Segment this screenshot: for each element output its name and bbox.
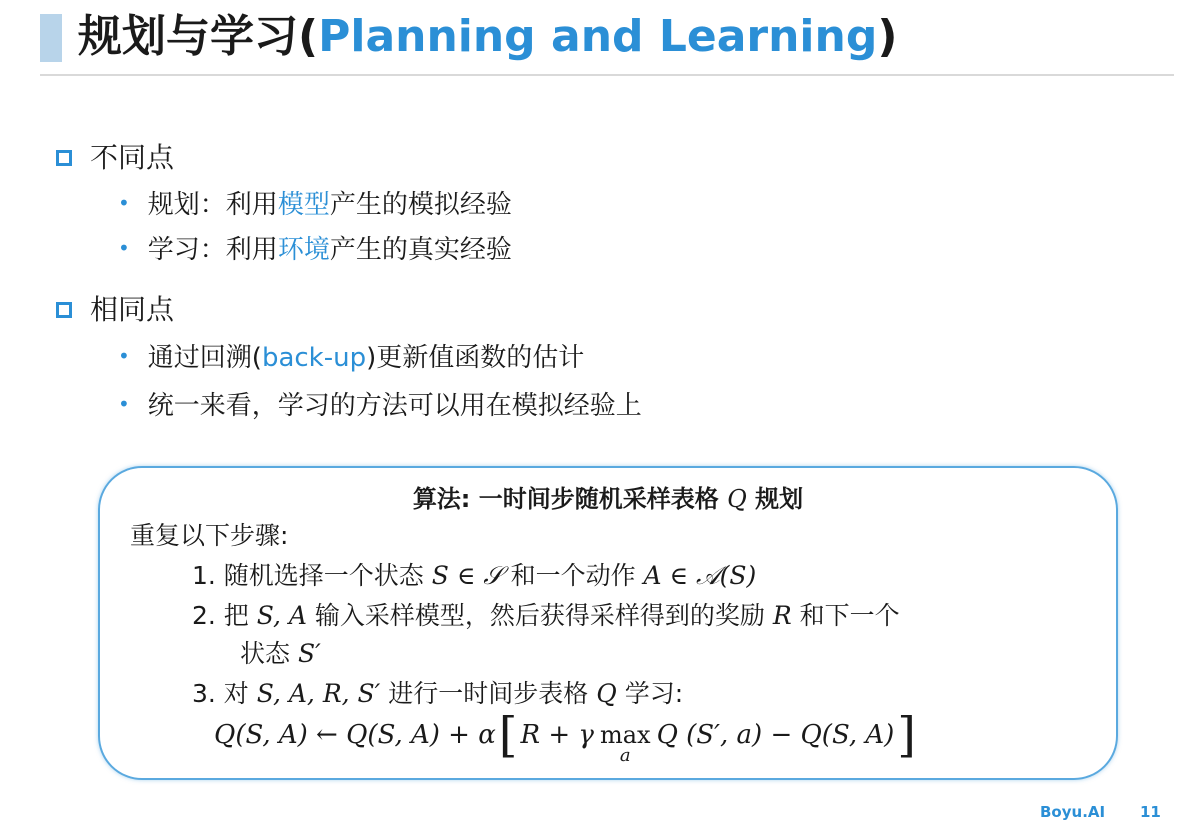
page-number: 11 — [1140, 803, 1161, 821]
bullet-highlight: back-up — [261, 343, 367, 373]
section-heading: 不同点 — [90, 141, 175, 174]
bullet-dot-icon: • — [118, 236, 130, 260]
step-text: 1. 随机选择一个状态 — [192, 561, 432, 590]
step-text: 2. 把 — [192, 601, 257, 630]
formula-inner: R + γ — [520, 720, 594, 750]
algorithm-title-text: 规划 — [746, 485, 804, 513]
step-math: S, A — [256, 601, 307, 630]
step-text: 和一个动作 — [502, 561, 644, 590]
step-math: R — [772, 601, 792, 630]
bullet-text: 统一来看，学习的方法可以用在模拟经验上 — [147, 391, 642, 421]
algorithm-title-text: 算法: 一时间步随机采样表格 — [412, 485, 728, 513]
max-operator — [600, 722, 651, 764]
step-math: S, A, R, S′ — [256, 679, 381, 708]
bullet-text: 产生的真实经验 — [329, 235, 512, 265]
bullet-text: 学习：利用 — [147, 235, 278, 265]
section-differences — [56, 140, 174, 176]
title-zh: 规划与学习( — [78, 11, 319, 62]
footer-brand: Boyu.AI — [1040, 803, 1106, 821]
bullet-highlight: 环境 — [277, 235, 330, 265]
algorithm-box — [98, 466, 1118, 780]
step-text: 输入采样模型，然后获得采样得到的奖励 — [306, 601, 773, 630]
algorithm-step-2 — [192, 600, 900, 632]
list-item — [118, 233, 512, 268]
algorithm-step-3 — [192, 678, 683, 710]
right-bracket-icon: ] — [897, 707, 917, 763]
step-text: 进行一时间步表格 — [380, 679, 597, 708]
step-text: 和下一个 — [791, 601, 900, 630]
bullet-text: )更新值函数的估计 — [366, 343, 585, 373]
step-math: S′ — [297, 639, 321, 668]
algorithm-title-q: Q — [727, 485, 747, 513]
formula-lhs: Q(S, A) ← Q(S, A) + α — [214, 720, 496, 750]
max-label: max — [599, 721, 651, 749]
list-item — [118, 188, 512, 223]
formula-inner: Q (S′, a) − Q(S, A) — [656, 720, 895, 750]
algorithm-step-2-continued — [240, 638, 321, 670]
list-item — [118, 389, 642, 424]
algorithm-repeat: 重复以下步骤: — [130, 521, 289, 550]
left-bracket-icon: [ — [498, 707, 518, 763]
bullet-highlight: 模型 — [277, 190, 330, 220]
bullet-dot-icon: • — [118, 344, 130, 368]
bullet-text: 规划：利用 — [147, 190, 278, 220]
square-bullet-icon — [56, 302, 72, 318]
bullet-text: 产生的模拟经验 — [329, 190, 512, 220]
step-text: 状态 — [240, 639, 298, 668]
section-heading: 相同点 — [90, 293, 175, 326]
q-learning-update-formula — [214, 707, 919, 766]
step-text: 学习: — [616, 679, 684, 708]
bullet-text: 通过回溯( — [147, 343, 262, 373]
title-accent-bar — [40, 14, 62, 62]
title-divider — [40, 74, 1174, 76]
max-subscript: a — [619, 745, 631, 766]
step-math: A ∈ 𝒜(S) — [643, 561, 757, 590]
step-math: S ∈ 𝒮 — [431, 561, 503, 590]
title-close: ) — [877, 11, 898, 62]
bullet-dot-icon: • — [118, 191, 130, 215]
algorithm-step-1 — [192, 560, 756, 592]
step-math: Q — [596, 679, 617, 708]
list-item — [118, 341, 584, 376]
square-bullet-icon — [56, 150, 72, 166]
section-similarities — [56, 292, 174, 328]
step-text: 3. 对 — [192, 679, 257, 708]
page-title — [78, 8, 897, 66]
algorithm-title — [100, 484, 1116, 514]
title-en: Planning and Learning — [318, 11, 878, 62]
bullet-dot-icon: • — [118, 392, 130, 416]
